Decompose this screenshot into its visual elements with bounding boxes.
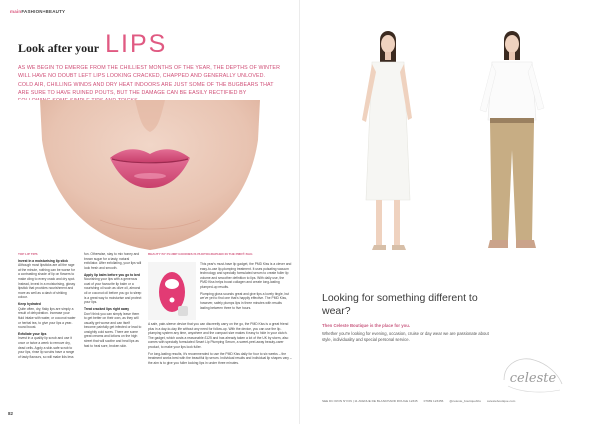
article-column-3 xyxy=(148,252,288,260)
ad-headline: Looking for something different to wear? xyxy=(322,292,478,317)
paragraph: Don't think you can simply leave them to get better on their own, as they will usually get worse and can itself become painfully get infected or lead to unsightly cold sores. There are some great creams and lotions on the high street that will soothe and heal lips as fast to heal sore, broken skin. xyxy=(84,311,142,348)
lips-face-illustration xyxy=(0,100,300,250)
product-text-lower xyxy=(148,322,292,368)
ad-footer xyxy=(322,399,584,404)
hero-lips-photo xyxy=(0,100,300,250)
footer-phone: 07989 123456 xyxy=(423,399,444,403)
article-column-1 xyxy=(18,252,76,362)
ad-lead: Then Celeste Boutique is the place for you. xyxy=(322,323,411,328)
subheading: Invest in a moisturising lip stick xyxy=(18,258,69,263)
headline-prefix: Look after your xyxy=(18,41,100,55)
subheading: Exfoliate your lips xyxy=(18,331,47,336)
svg-text:celeste: celeste xyxy=(509,371,557,386)
product-text xyxy=(200,262,292,312)
subheading: Treat cracked lips right away xyxy=(84,306,130,311)
paragraph: Nourishing your lips with a generous coat of your favourite lip balm or a nourishing oil such as olive oil, almond oil or coconut oil before you go to sleep is a great way to moisturise and protect your lips. xyxy=(84,277,142,305)
article-column-2 xyxy=(84,252,142,350)
paragraph: Although most lipsticks are all the rage at the minute, nothing can be worse for a contrasting shade of lip on flowers to make cling to every crack and dry spot. Instead, invest in a moisturising, glossy lipstick that provides nourishment and more as well as a dash of striking colour. xyxy=(18,263,76,300)
headline-lips: LIPS xyxy=(105,30,168,58)
subheading: Apply lip balm before you go to bed xyxy=(84,272,141,277)
column-label: TOP LIP TIPS xyxy=(18,252,38,256)
paragraph: Plumping gloss sounds great and give tips a lovely tingle, but we've yet to find one that's happily effective. The PMD Kiss, however, safely plumps lips in three minutes with results lasting between three to five hours. xyxy=(200,291,290,310)
paragraph: Invest in a quality lip scrub and use it once or twice a week to remove dry, dead cells. Apply a skin-safe scrub to your lips, rinse lip scrubs have a range of tasty flavours, so will make lids less xyxy=(18,336,75,359)
footer-web: celesteboutique.com xyxy=(486,399,516,403)
pmd-kiss-product-photo xyxy=(148,262,196,320)
article-intro: AS WE BEGIN TO EMERGE FROM THE CHILLIEST MONTHS OF THE YEAR, THE DEPTHS OF WINTER WILL HAVE NO DOUBT LEFT LIPS LOOKING CRACKED, CHAPPED AND GENERALLY UNLOVED. COLD AIR, CHILLING WINDS AND DRY HEAT INDOORS ARE JUST SOME OF THE BUGBEARS THAT ARE SURE TO HAVE RUINED POUTS, BUT THE DAMAGE CAN BE EASILY RECTIFIED BY xyxy=(18,65,280,96)
paragraph: For long-lasting results, it's recommended to use the PMD Kiss daily for four to six weeks – the treatment works best with the beautiful lip serum. Individual results and individual lip shapes vary – the aim is to give you fuller looking lips in under three minutes. xyxy=(148,351,292,365)
section-tag-rest: FASHION+BEAUTY xyxy=(21,9,66,14)
paragraph: A safe, pain-sleeve device that you can discreetly carry on the go, the PMD Kiss is a great friend plus in a day-to-day life without any need for follow-up. With the device, you can use the lip-plumping system any time, anywhere and the compact size makes it easy to hide in your clutch. The gadget, which costs a reasonable £125 and has already taken a lot of the UK by storm, also comes with specially formulated Smart Lip Plumping Serum, a sweet-peel-away beauty-carer product, to make your lips look fuller. xyxy=(148,322,289,349)
celeste-logo xyxy=(500,352,566,400)
footer-social: @celeste_boutiquebbs xyxy=(449,399,481,403)
product-device-illustration xyxy=(148,262,196,320)
logo-illustration xyxy=(500,352,566,400)
paragraph: This year's must-have lip gadget, the PMD Kiss is a clever and easy-to-use lip-plumping treatment. It uses pulsating vacuum technology and specially formulated serum to create fuller lip volume and smoother definition to lips. With daily use, the PMD Kiss helps boost collagen and create long-lasting plumped-up results. xyxy=(200,262,292,289)
paragraph: Quite often, dry, flaky lips are simply a result of dehydration. Increase your fluid intake with water, or coconut water or herbal tea, to give your lips a year-round boost. xyxy=(18,306,76,330)
two-models-illustration xyxy=(300,0,600,270)
paragraph: fun. Otherwise, stay to mix honey and brown sugar for a tasty, natural exfoliator. After exfoliating, your lips will look fresh and smooth. xyxy=(84,252,142,270)
page-number: 82 xyxy=(8,411,14,416)
footer-address: SEE DC IRON NYON | 11 AVENUE DE BLANCHARD ROUGE 12345 xyxy=(322,399,418,403)
section-tag xyxy=(10,9,65,14)
article-columns xyxy=(0,252,300,412)
column-label: BEAUTY BY PLUMP GOODIES IS PHOTOGRAPHED IN THE PMD® BAG xyxy=(148,252,253,256)
ad-body: Whether you're looking for evening, occasion, cruise or day wear we are passionate about style, individuality and special personal service. xyxy=(322,331,489,342)
fashion-models-photo xyxy=(300,0,600,270)
subheading: Keep hydrated xyxy=(18,302,41,307)
section-tag-main: main xyxy=(10,9,22,14)
article-headline xyxy=(18,30,167,59)
